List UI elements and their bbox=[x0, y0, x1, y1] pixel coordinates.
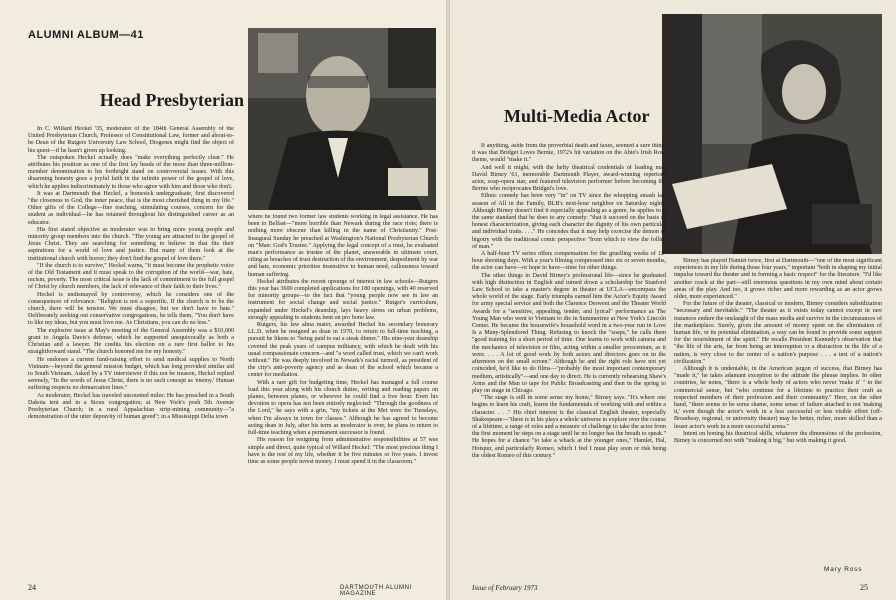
issue-date-footer: Issue of February 1973 bbox=[472, 584, 538, 592]
article-column-left-2 bbox=[248, 214, 438, 574]
paragraph: With a rare gift for budgeting time, Heckel has managed a full course load this year along with his church duties, writing and reading papers on planes, between planes, or wherever he could find a free hour. Even his devotion to opera has not been entirely neglected: "Through the goodness of the Lord," he says with a grin, "my tickets at the Met were for Tuesdays, when I'm always in town for classes." Although he has agreed to become acting dean in July, after his term as moderator is over, he plans to return to full-time teaching when a permanent successor is found. bbox=[248, 379, 438, 437]
paragraph: Birney has played Hamlet twice, first at Dartmouth—"one of the most significant experiences in my life during those four years," important "both in shaping my initial impulse toward the theater and in forming a basic respect" for the literature. "I'd like another crack at the part—still enormous questions in my own mind about certain areas of the play. And too, it grows richer and more rewarding as an actor grows older, more experienced." bbox=[674, 258, 882, 301]
portrait-photo-heckel bbox=[248, 28, 436, 210]
paragraph: "The stage is still in some sense my home," Birney says. "It's where one begins to learn his craft, learns the fundamentals of working with and within a character. . . ." His chief interest is the classical English theater, especially Shakespeare—"there is in his plays a whole universe to explore over the course of a lifetime, a range of roles and a measure of challenge to take the actor from the first moment he steps on a stage until he no longer has the breath to speak." He hopes for a chance "to take a whack at the younger ones," Hamlet, Hal, Hotspur, and particularly Romeo, which I feel I must play soon or risk being the oldest Romeo of this century." bbox=[472, 395, 666, 459]
paragraph: As moderator, Heckel has traveled uncounted miles: He has preached in a South Dakota tent and in a Sioux congregation; at New York's posh 5th Avenue Presbyterian Church; in a rural Appalachian strip-mining community—"a demonstration of the utter depravity of human greed"; in a Mississippi Delta town bbox=[28, 392, 234, 421]
portrait-photo-birney bbox=[662, 14, 882, 254]
paragraph: where he found two former law students working in legal assistance. He has been to Belfast—"more horrible than Newark during the race riots; there is nothing more obscene than killing in the name of Christianity." Post-Inaugural Sunday he preached at Washington's National Presbyterian Church on "Man: God's Trustee." Applying the legal concept of a trust, he evaluated man's performance as trustee of the planet, answerable in ultimate court, citing as breaches of trust destruction of the environment, despoilment by war and hate, economic priorities insensitive to human need, callousness toward human suffering. bbox=[248, 214, 438, 278]
paragraph: A half-hour TV series offers compensation for the gruelling weeks of 12-hour shooting days. With a year's filming compressed into six or seven months, the actor can have—or hope to have—time for other things. bbox=[472, 251, 666, 272]
paragraph: Heckel attributes the recent upsurge of interest in law schools—Rutgers this year has 3600 completed applications for 180 openings, with 40 reserved for minority groups—to the fact that "young people now see in law an instrument for social change and social justice." Rutger's curriculum, expanded under Heckel's deanship, lays heavy stress on urban problems, strongly appealing to students bent on pro bono law. bbox=[248, 278, 438, 321]
portrait-photo-heckel-image bbox=[248, 28, 436, 210]
article-column-right-2 bbox=[674, 258, 882, 564]
paragraph: Ethnic comedy has been very "in" on TV since the whopping smash last season of All in the Family, BLB's next-hour neighbor on Saturday nights. Although Birney doesn't find it especially appealing as a genre, he applies to it the same standard that he does to any comedy: "that it succeed on the basis of honest characterization, giving each character the dignity of his own particular and individual traits. . . ." He concedes that it may help exorcise the demon of bigotry with the traditional comic perspective "from which to view the follies of man." bbox=[472, 193, 666, 250]
article-headline-left: Head Presbyterian bbox=[99, 90, 244, 110]
paragraph: For the future of the theater, classical or modern, Birney considers subsidization "necessary and inevitable." "The theater as it exists today cannot except in rare instances endure the onslaught of the mass media and survive in the circumstances of the marketplace. Surely, given the amount of money spent on the elimination of human life, or its potential elimination, a way can be found to provide some support for the nourishment of the spirit." He recalls President Kennedy's observation that "the life of the arts, far from being an interruption or a distraction in the life of a nation, is very close to the center of a nation's purpose . . . a test of a nation's civilization." bbox=[674, 301, 882, 365]
section-kicker: ALUMNI ALBUM—41 bbox=[28, 29, 144, 41]
article-headline-right: Multi-Media Actor bbox=[504, 106, 650, 126]
paragraph: The other things in David Birney's professional life—since he graduated with high distinction in English and turned down a scholarship for Stanford Law School to take a master's degree in theater at UCLA—encompass the whole world of the stage. Early triumphs earned him the Actor's Equity Award for army special service and both the Clarence Derwent and the Theater World Awards for a "sensitive, appealing, tender, and lyrical" performance as The Young Man who went to Vietnam to die in Summertree at New York's Lincoln Center. He became the housewife's household word in a two-year run in Love Is a Many-Splendored Thing. Refusing to knock the "soaps," he calls them "good training for a short period of time. One learns to work with camera and the mechanics of television or film, acting within a smaller proscenium, as it were. . . . A lot of good work by both actors and directors goes on in the afternoon on the small screen." Although he and the right role have not yet coincided, he'd like to do films—"probably the most important contemporary medium, artistically"—and one day to direct. He is currently rehearsing Shaw's Arms and the Man to tape for Public Broadcasting and then in the spring to play on stage in Chicago. bbox=[472, 272, 666, 394]
page-number-right: 25 bbox=[860, 583, 868, 592]
page-number-left: 24 bbox=[28, 583, 36, 592]
article-byline: Mary Ross bbox=[824, 566, 863, 573]
magazine-name-footer: DARTMOUTH ALUMNI MAGAZINE bbox=[340, 585, 412, 597]
paragraph: If anything, aside from the proverbial death and taxes, seemed a sure thing, it was that Bridget Loves Bernie, 1972's hit variation on the Abie's Irish Rose theme, would "make it." bbox=[472, 143, 666, 164]
paragraph: He endorses a current fund-raising effort to send medical supplies to North Vietnam—beyond the general mission budget, which has long provided similar aid to South Vietnam. Asked by a TV interviewer if this not be treason, Heckel replied serenely, "In the words of Jesus Christ, there is no such concept as 'enemy.' Human suffering respects no demarcation lines." bbox=[28, 356, 234, 392]
paragraph: Heckel is undismayed by controversy, which he considers one of the consequences of relevance. "Religion is not a soporific. If the church is to be the church, there will be tension. We must disagree, but we don't have to hate." Deliberately seeking out conservative congregations, he tells them, "You don't have to like my ideas, but you must love me. As Christians, you can do no less." bbox=[28, 291, 234, 327]
paragraph: His first stated objective as moderator was to bring more young people and minority group members into the church. "The young are attracted to the gospel of Jesus Christ. They are searching for something to believe in that fits their aspirations for a world of love and justice. But many of them look at the institutional church with horror; they don't find the gospel of love there." bbox=[28, 226, 234, 262]
left-page bbox=[0, 0, 446, 600]
paragraph: Intent on honing his theatrical skills, whatever the dimensions of the profession, Birney is concerned not with "making it big," but with making it good. bbox=[674, 430, 882, 445]
paragraph: Rutgers, his law alma mater, awarded Heckel his secondary honorary LL.D. when he resigned as dean in 1970, to return to full-time teaching, a pursuit he likens to "being paid to eat a steak dinner." His nine-year deanship covered the peak years of campus militancy, with which he dealt with his usual compassionate concern—and "a word called trust, which we can't work without." He was deeply involved in Newark's racial turmoil, as president of the city's anti-poverty agency and as dean of the school which became a center for mediation. bbox=[248, 322, 438, 379]
article-column-left-1 bbox=[28, 126, 234, 586]
right-page bbox=[450, 0, 896, 600]
portrait-photo-birney-image bbox=[662, 14, 882, 254]
article-column-right-1 bbox=[472, 143, 666, 583]
paragraph: The explosive issue at May's meeting of the General Assembly was a $10,000 grant to Angela Davis's defense, which he supported unequivocally as both a Christian and a lawyer. He credits his election on a rare first ballot to his straightforward stand. "The church honored me for my honesty." bbox=[28, 327, 234, 356]
paragraph: It was at Dartmouth that Heckel, a homesick undergraduate, first discovered "the closeness to God, the inner peace, that is the most cherished thing in my life." Other gifts of the College—fine teaching, stimulating courses, concern for the student as individual—he has retained throughout his distinguished career as an educator. bbox=[28, 190, 234, 226]
paragraph: His reason for resigning from administrative responsibilities at 57 was simple and direct, quite typical of Willard Heckel: "The most precious thing I have is the rest of my life, whether it be five minutes or five years. I invest time as some people invest money. I must spend it in the classroom." bbox=[248, 437, 438, 465]
paragraph: Although it is undeniable, in the American jargon of success, that Birney has "made it," he takes adamant exception to the attitude the phrase implies. In other countries, he notes, "there is a whole body of actors who never 'make it' " in the commercial sense, but "who continue for a lifetime to practice their craft as respected members of their profession and their community." Here, on the other hand, "there seems to be some shame, some sense of failure attached to not 'making it,' even though the actor's work in a less successful or less visible effort (off-Broadway, regional, or university theater) may be better, richer, more skilled than a lesser actor's work in a more successful arena." bbox=[674, 366, 882, 430]
paragraph: And well it might, with the hefty theatrical credentials of leading man David Birney '61, memorable Dartmouth Player, award-winning repertory actor, soap-opera star, and featured television performer before becoming the Bernie who reciprocates Bridget's love. bbox=[472, 164, 666, 193]
paragraph: In C. Willard Heckel '35, moderator of the 184th General Assembly of the United Presbyterian Church, Professor of Constitutional Law, former and about-to-be Dean of the Rutgers University Law School, Diogenes might find the object of his quest—if he hasn't given up looking. bbox=[28, 126, 234, 154]
paragraph: "If the church is to survive," Heckel warns, "it must become the prophetic voice of the Old Testament and it must speak to the corruption of the world—war, hate, racism, poverty. The most critical issue is the lack of commitment to the full gospel of Christ by church members, the lack of relevance of their faith to their lives." bbox=[28, 262, 234, 291]
paragraph: The outspoken Heckel actually does "make everything perfectly clear." He attributes his position as one of the first lay heads of the more than three-million-member denomination to his forthright stand on controversial issues. With this disarming honesty goes a joyful faith in the infinite power of the gospel of love, which he applies indiscriminately to those who agree with him and those who don't. bbox=[28, 154, 234, 190]
